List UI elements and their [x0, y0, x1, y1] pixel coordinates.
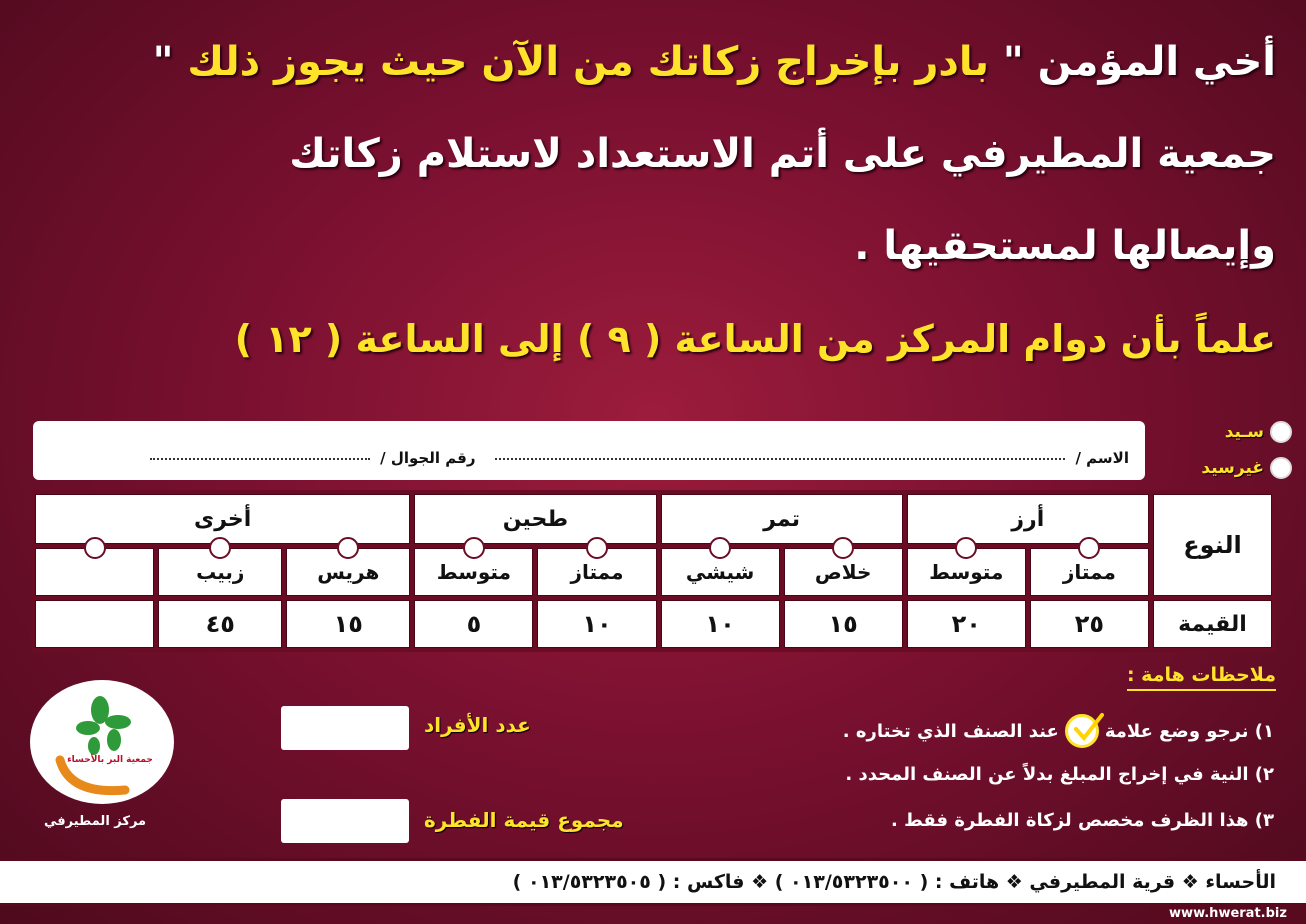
name-input-line[interactable]: [495, 456, 1065, 460]
select-circle-icon[interactable]: [709, 537, 731, 559]
headline-line-1-start: أخي المؤمن ": [988, 39, 1276, 85]
item-cell[interactable]: [537, 548, 656, 596]
watermark: www.hwerat.biz: [1150, 904, 1306, 924]
group-flour: طحين: [414, 494, 656, 544]
item-cell[interactable]: [286, 548, 410, 596]
item-cell[interactable]: [158, 548, 282, 596]
note-1-start: ١) نرجو وضع علامة: [1104, 720, 1274, 742]
value-header: القيمة: [1153, 600, 1272, 648]
count-field[interactable]: [281, 706, 409, 750]
select-circle-icon[interactable]: [84, 537, 106, 559]
mobile-input-line[interactable]: [150, 456, 370, 460]
notes-title: ملاحظات هامة :: [1127, 664, 1276, 691]
item-label: خلاص: [814, 560, 872, 584]
value-cell: ٥: [414, 600, 533, 648]
select-circle-icon[interactable]: [955, 537, 977, 559]
value-cell: ٤٥: [158, 600, 282, 648]
option-sayyid[interactable]: [1225, 421, 1292, 443]
item-cell[interactable]: [35, 548, 154, 596]
note-2: ٢) النية في إخراج المبلغ بدلاً عن الصنف المحدد .: [845, 764, 1274, 785]
value-cell: ٢٠: [907, 600, 1026, 648]
note-3: ٣) هذا الظرف مخصص لزكاة الفطرة فقط .: [890, 810, 1274, 831]
price-table: [31, 490, 1276, 652]
logo-text: جمعية البر بالأحساء: [67, 755, 153, 765]
select-circle-icon[interactable]: [209, 537, 231, 559]
name-mobile-box[interactable]: [33, 421, 1145, 480]
value-cell: ١٥: [286, 600, 410, 648]
item-cell[interactable]: [414, 548, 533, 596]
total-label: مجموع قيمة الفطرة: [424, 808, 624, 832]
value-cell: ١٥: [784, 600, 903, 648]
total-field[interactable]: [281, 799, 409, 843]
item-label: زبيب: [196, 560, 245, 584]
radio-circle-icon[interactable]: [1270, 457, 1292, 479]
value-cell: ١٠: [537, 600, 656, 648]
group-rice: أرز: [907, 494, 1149, 544]
select-circle-icon[interactable]: [586, 537, 608, 559]
select-circle-icon[interactable]: [1078, 537, 1100, 559]
headline-line-1: [30, 39, 1276, 85]
group-other: أخرى: [35, 494, 410, 544]
item-cell[interactable]: [907, 548, 1026, 596]
hours-notice: علماً بأن دوام المركز من الساعة ( ٩ ) إلى الساعة ( ١٢ ): [234, 317, 1276, 361]
option-ghair-sayyid[interactable]: [1201, 457, 1292, 479]
item-cell[interactable]: [1030, 548, 1149, 596]
option-ghair-sayyid-label: غيرسيد: [1201, 458, 1264, 478]
value-cell: ١٠: [661, 600, 780, 648]
group-dates: تمر: [661, 494, 903, 544]
logo-caption: مركز المطيرفي: [44, 814, 147, 829]
item-label: متوسط: [929, 560, 1004, 584]
mobile-label: رقم الجوال /: [380, 448, 476, 467]
option-sayyid-label: سـيد: [1224, 422, 1264, 442]
item-cell[interactable]: [661, 548, 780, 596]
count-label: عدد الأفراد: [424, 713, 531, 737]
value-cell: ٢٥: [1030, 600, 1149, 648]
note-1: [843, 714, 1274, 748]
footer-contact: الأحساء ❖ قرية المطيرفي ❖ هاتف : ( ٠١٣/٥٣٢٣٥٠٠ ) ❖ فاكس : ( ٠١٣/٥٣٢٣٥٠٥ ): [0, 858, 1306, 906]
name-label: الاسم /: [1075, 448, 1129, 467]
headline-line-2: جمعية المطيرفي على أتم الاستعداد لاستلام زكاتك: [289, 131, 1276, 177]
item-label: متوسط: [436, 560, 511, 584]
headline-line-3: وإيصالها لمستحقيها .: [854, 223, 1276, 269]
checkmark-icon: [1065, 714, 1099, 748]
note-1-end: عند الصنف الذي تختاره .: [842, 720, 1059, 742]
radio-circle-icon[interactable]: [1270, 421, 1292, 443]
item-label: ممتاز: [1062, 560, 1116, 584]
item-cell[interactable]: [784, 548, 903, 596]
select-circle-icon[interactable]: [832, 537, 854, 559]
logo-emblem-icon: [30, 680, 174, 804]
type-header: النوع: [1153, 494, 1272, 596]
item-label: شيشي: [685, 560, 755, 584]
logo: [30, 680, 174, 804]
select-circle-icon[interactable]: [463, 537, 485, 559]
item-label: ممتاز: [570, 560, 624, 584]
headline-line-1-highlight: بادر بإخراج زكاتك من الآن حيث يجوز ذلك: [187, 39, 989, 85]
headline-line-1-end: ": [152, 39, 188, 85]
value-cell: [35, 600, 154, 648]
select-circle-icon[interactable]: [337, 537, 359, 559]
item-label: هريس: [317, 560, 380, 584]
